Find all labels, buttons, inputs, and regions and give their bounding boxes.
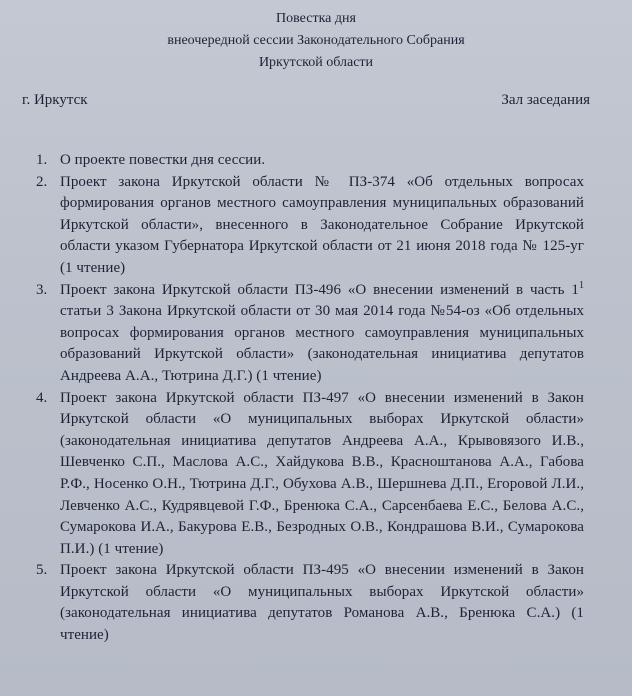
heading-session: внеочередной сессии Законодательного Собрания (167, 33, 465, 48)
agenda-item-3 (36, 280, 584, 388)
agenda-item-text: Проект закона Иркутской области № ПЗ-374 «Об отдельных вопросах формирования органов местного самоуправления муниципальных образований Иркутской области», внесенного в Законодательное Собрание Иркутской области указом Губернатора Иркутской области от 21 июня 2018 года № 125-уг (1 чтение) (60, 173, 584, 276)
agenda-item-text: Проект закона Иркутской области ПЗ-497 «О внесении изменений в Закон Иркутской области «О муниципальных выборах Иркутской области» (законодательная инициатива депутатов Андреева А.А., Крывовязого И.В., Шевченко С.П., Маслова А.С., Хайдукова В.В., Красноштанова А.А., Габова Р.Ф., Носенко О.Н., Тютрина Д.Г., Обухова А.В., Шершнева Д.П., Егоровой Л.И., Левченко А.С., Кудрявцевой Г.Ф., Бренюка С.А., Сарсенбаева Е.С., Белова А.С., Сумарокова И.А., Бакурова Е.В., Безродных О.В., Кондрашова В.И., Сумарокова П.И.) (1 чтение) (60, 389, 584, 557)
heading-title: Повестка дня (276, 11, 356, 26)
agenda-item-4 (36, 388, 584, 561)
agenda-item-text-part2: статьи 3 Закона Иркутской области от 30 мая 2014 года №54-оз «Об отдельных вопросах формирования органов местного самоуправления муниципальных образований Иркутской области» (законодательная инициатива депутатов Андреева А.А., Тютрина Д.Г.) (1 чтение) (60, 303, 584, 384)
agenda-item-1 (36, 150, 584, 172)
agenda-item-number: 5. (36, 562, 48, 579)
place-row (22, 92, 590, 109)
agenda-item-text (60, 280, 584, 388)
agenda-item-number: 3. (36, 281, 48, 298)
agenda-item-5 (36, 560, 584, 646)
document-heading (0, 8, 632, 74)
agenda-item-text-part1: Проект закона Иркутской области ПЗ-496 «О внесении изменений в часть 1 (60, 281, 579, 298)
agenda-item-number: 2. (36, 173, 48, 190)
agenda-item-text: О проекте повестки дня сессии. (60, 152, 266, 168)
agenda-item-number: 1. (36, 152, 48, 168)
agenda-item-text: Проект закона Иркутской области ПЗ-495 «О внесении изменений в Закон Иркутской области «О муниципальных выборах Иркутской области» (законодательная инициатива депутатов Романова А.В., Бренюка С.А.) (1 чтение) (60, 562, 584, 644)
hall-label: Зал заседания (501, 92, 590, 108)
agenda-item-2 (36, 172, 584, 280)
superscript-marker: 1 (578, 279, 584, 291)
agenda-item-number: 4. (36, 389, 48, 406)
city-label: г. Иркутск (22, 92, 88, 108)
heading-region: Иркутской области (258, 55, 374, 70)
agenda-list (36, 150, 584, 647)
